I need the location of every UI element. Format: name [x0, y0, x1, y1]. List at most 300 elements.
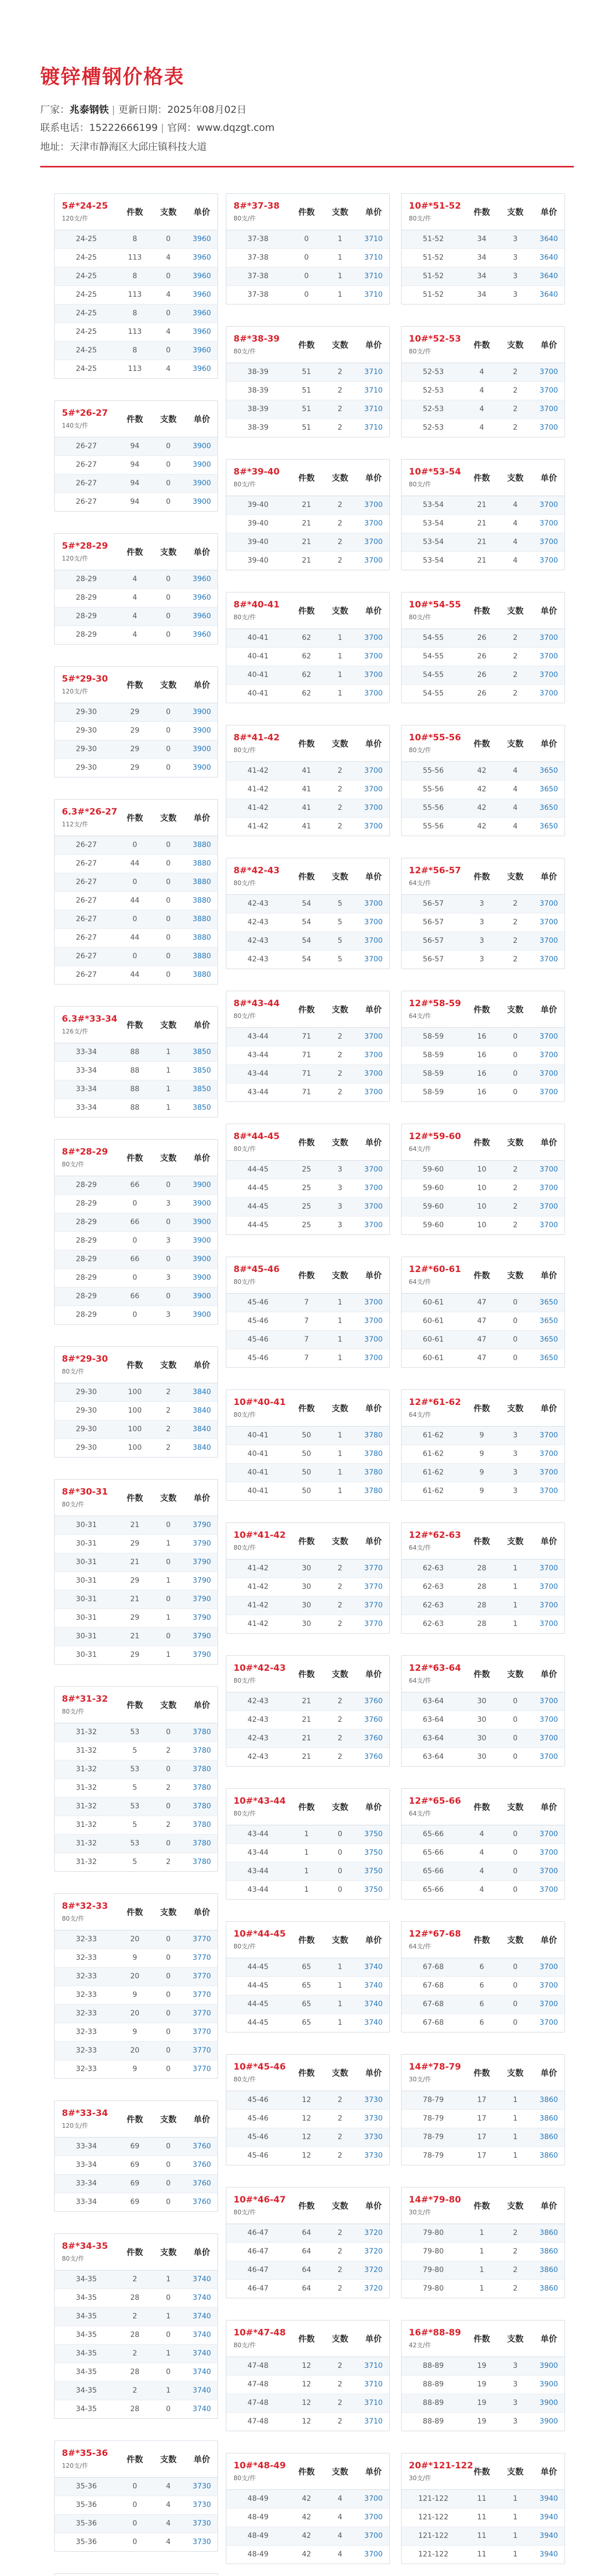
cell-price: 3900 — [185, 1194, 218, 1213]
cell-price: 3860 — [539, 2284, 558, 2293]
cell-qty: 65 — [302, 2019, 311, 2027]
spec-name: 20#*121-122 — [409, 2460, 473, 2471]
table-row — [402, 950, 565, 969]
cell-price: 3760 — [357, 1692, 390, 1710]
header-count: 支数 — [152, 194, 185, 230]
cell-count: 0 — [166, 498, 171, 506]
price-table-grid — [55, 401, 218, 511]
cell-spec: 38-39 — [226, 363, 290, 381]
cell-price: 3700 — [532, 1027, 565, 1046]
table-header-row — [226, 2453, 390, 2489]
table-row — [226, 1216, 390, 1234]
cell-price: 3700 — [364, 689, 383, 698]
website-label: 官网： — [167, 122, 197, 133]
header-price: 单价 — [532, 460, 565, 496]
table-row — [55, 2023, 218, 2041]
table-row — [226, 2527, 390, 2545]
cell-qty: 88 — [130, 1104, 140, 1112]
cell-qty: 16 — [465, 1027, 499, 1046]
spec-unit: 80支/件 — [234, 1544, 256, 1551]
cell-spec: 52-53 — [402, 400, 465, 418]
cell-qty: 71 — [302, 1088, 311, 1097]
header-qty: 件数 — [465, 327, 499, 363]
cell-qty: 9 — [118, 2023, 152, 2041]
table-row — [226, 1179, 390, 1197]
cell-qty: 28 — [118, 2363, 152, 2381]
table-row — [402, 2357, 565, 2375]
cell-count: 2 — [513, 1221, 518, 1230]
table-row — [402, 363, 565, 381]
cell-qty: 16 — [465, 1064, 499, 1083]
table-row — [226, 1995, 390, 2013]
cell-count: 2 — [499, 381, 532, 400]
spec-cell — [226, 194, 290, 230]
phone-number[interactable]: 15222666199 — [89, 122, 158, 133]
cell-spec: 26-27 — [55, 891, 118, 910]
table-row — [226, 647, 390, 666]
cell-qty: 21 — [290, 496, 323, 514]
spec-cell — [402, 2320, 465, 2357]
cell-qty: 17 — [465, 2128, 499, 2146]
cell-qty: 53 — [118, 1760, 152, 1778]
header-price: 单价 — [532, 1922, 565, 1958]
table-header-row — [402, 460, 565, 496]
header-qty: 件数 — [290, 1390, 323, 1426]
header-qty: 件数 — [118, 2101, 152, 2137]
cell-count: 3 — [499, 1445, 532, 1463]
header-count: 支数 — [499, 460, 532, 496]
cell-qty: 0 — [290, 230, 323, 248]
cell-spec: 31-32 — [55, 1760, 118, 1778]
cell-count: 2 — [323, 1729, 357, 1748]
header-qty: 件数 — [465, 725, 499, 761]
header-qty: 件数 — [465, 592, 499, 629]
cell-count: 0 — [338, 1886, 342, 1894]
price-table-grid — [226, 194, 390, 304]
table-row — [402, 1958, 565, 1976]
cell-spec: 44-45 — [226, 1179, 290, 1197]
cell-spec: 34-35 — [55, 2270, 118, 2289]
cell-spec: 44-45 — [226, 1197, 290, 1216]
cell-spec: 45-46 — [226, 2109, 290, 2128]
header-divider — [40, 166, 574, 167]
cell-qty: 88 — [118, 1080, 152, 1098]
header-qty: 件数 — [118, 1140, 152, 1176]
cell-price: 3900 — [192, 1311, 211, 1319]
cell-qty: 66 — [118, 1250, 152, 1268]
table-row — [55, 1176, 218, 1194]
cell-spec: 56-57 — [402, 894, 465, 913]
cell-spec: 26-27 — [55, 873, 118, 891]
cell-count: 1 — [152, 2344, 185, 2363]
cell-spec: 43-44 — [247, 1886, 269, 1894]
spec-name: 10#*46-47 — [234, 2194, 286, 2205]
cell-price: 3740 — [364, 2019, 383, 2027]
cell-qty: 10 — [465, 1179, 499, 1197]
cell-price: 3770 — [357, 1578, 390, 1596]
cell-price: 3790 — [185, 1534, 218, 1553]
cell-qty: 54 — [290, 931, 323, 950]
cell-qty: 51 — [302, 423, 311, 432]
header-count: 支数 — [323, 1656, 357, 1692]
header-qty: 件数 — [290, 2453, 323, 2489]
cell-qty: 29 — [130, 764, 140, 772]
cell-count: 4 — [499, 533, 532, 551]
cell-count: 1 — [152, 1534, 185, 1553]
cell-spec: 51-52 — [402, 230, 465, 248]
table-row — [55, 1194, 218, 1213]
table-row — [226, 1748, 390, 1766]
cell-qty: 21 — [118, 1627, 152, 1646]
table-row — [226, 533, 390, 551]
cell-qty: 41 — [290, 780, 323, 799]
table-row — [402, 1293, 565, 1312]
cell-count: 2 — [338, 822, 342, 831]
cell-price: 3900 — [185, 1176, 218, 1194]
cell-price: 3650 — [532, 1312, 565, 1330]
cell-price: 3710 — [364, 291, 383, 299]
cell-spec: 28-29 — [55, 1250, 118, 1268]
cell-qty: 28 — [465, 1559, 499, 1578]
table-header-row — [55, 2234, 218, 2270]
table-row — [402, 514, 565, 533]
cell-price: 3760 — [185, 2174, 218, 2193]
cell-price: 3740 — [185, 2307, 218, 2326]
cell-spec: 26-27 — [76, 498, 97, 506]
spec-name: 10#*42-43 — [234, 1663, 286, 1673]
cell-count: 0 — [152, 2174, 185, 2193]
price-table — [54, 1006, 218, 1117]
cell-spec: 35-36 — [55, 2514, 118, 2533]
cell-qty: 42 — [290, 2527, 323, 2545]
cell-spec: 28-29 — [55, 1176, 118, 1194]
header-price: 单价 — [357, 2055, 390, 2091]
table-row — [55, 1420, 218, 1438]
cell-count: 1 — [152, 1043, 185, 1061]
cell-spec: 88-89 — [402, 2375, 465, 2394]
cell-spec: 67-68 — [423, 2019, 444, 2027]
cell-price: 3750 — [357, 1843, 390, 1862]
price-table-grid — [226, 1656, 390, 1766]
cell-count: 3 — [513, 1487, 518, 1496]
cell-count: 2 — [323, 780, 357, 799]
cell-count: 4 — [323, 2489, 357, 2508]
cell-price: 3740 — [192, 2405, 211, 2414]
table-row — [402, 496, 565, 514]
cell-count: 0 — [152, 2363, 185, 2381]
price-table-grid — [402, 2320, 565, 2431]
cell-count: 2 — [323, 2357, 357, 2375]
header-price: 单价 — [185, 1894, 218, 1930]
cell-count: 0 — [513, 1753, 518, 1761]
cell-spec: 43-44 — [226, 1046, 290, 1064]
website-link[interactable]: www.dqzgt.com — [196, 122, 275, 133]
header-price: 单价 — [532, 858, 565, 894]
cell-spec: 37-38 — [226, 248, 290, 267]
header-count: 支数 — [323, 327, 357, 363]
cell-qty: 4 — [118, 588, 152, 607]
cell-count: 3 — [499, 230, 532, 248]
cell-qty: 0 — [118, 836, 152, 854]
spec-name: 16#*88-89 — [409, 2327, 461, 2338]
table-row — [402, 1825, 565, 1843]
table-row — [226, 817, 390, 836]
header-price: 单价 — [185, 2441, 218, 2477]
cell-spec: 29-30 — [55, 1401, 118, 1420]
table-column-1 — [54, 193, 218, 2576]
cell-spec: 30-31 — [55, 1608, 118, 1627]
cell-price: 3770 — [364, 1620, 383, 1629]
price-table-grid — [226, 1789, 390, 1899]
cell-count: 4 — [152, 323, 185, 341]
cell-spec: 40-41 — [226, 1426, 290, 1445]
cell-qty: 44 — [130, 971, 140, 979]
cell-spec: 34-35 — [55, 2289, 118, 2307]
cell-spec: 60-61 — [402, 1293, 465, 1312]
price-table — [226, 2320, 390, 2431]
cell-qty: 4 — [465, 1862, 499, 1880]
header-count: 支数 — [152, 2234, 185, 2270]
cell-count: 4 — [152, 2477, 185, 2496]
table-row — [55, 2363, 218, 2381]
cell-spec: 32-33 — [55, 2023, 118, 2041]
cell-spec: 28-29 — [55, 588, 118, 607]
table-row — [402, 1330, 565, 1349]
table-row — [226, 551, 390, 570]
table-header-row — [402, 2453, 565, 2489]
cell-count: 4 — [323, 2508, 357, 2527]
spec-cell — [55, 1140, 118, 1176]
table-row — [55, 2270, 218, 2289]
cell-spec: 39-40 — [226, 533, 290, 551]
cell-qty: 69 — [118, 2174, 152, 2193]
cell-qty: 29 — [118, 740, 152, 758]
cell-spec: 58-59 — [402, 1027, 465, 1046]
table-row — [55, 304, 218, 323]
cell-count: 1 — [338, 1354, 342, 1363]
cell-price: 3710 — [357, 2394, 390, 2412]
cell-count: 2 — [323, 400, 357, 418]
table-row — [402, 2261, 565, 2279]
cell-qty: 30 — [465, 1729, 499, 1748]
cell-count: 1 — [323, 1958, 357, 1976]
cell-qty: 11 — [465, 2489, 499, 2508]
cell-count: 0 — [166, 764, 171, 772]
spec-name: 6.3#*26-27 — [62, 806, 118, 817]
cell-price: 3780 — [185, 1741, 218, 1760]
table-row — [55, 455, 218, 474]
cell-spec: 51-52 — [402, 248, 465, 267]
table-row — [402, 629, 565, 647]
cell-qty: 66 — [118, 1287, 152, 1306]
spec-cell — [402, 2453, 473, 2489]
table-row — [402, 1179, 565, 1197]
spec-name: 8#*37-38 — [234, 200, 280, 211]
spec-cell — [55, 1894, 118, 1930]
spec-unit: 80支/件 — [234, 2208, 256, 2216]
header-qty: 件数 — [290, 194, 323, 230]
header-count: 支数 — [152, 1894, 185, 1930]
cell-spec: 33-34 — [55, 1061, 118, 1080]
cell-count: 2 — [323, 2394, 357, 2412]
price-table — [401, 2453, 565, 2564]
cell-qty: 44 — [118, 891, 152, 910]
cell-price: 3900 — [185, 437, 218, 455]
spec-unit: 80支/件 — [409, 746, 432, 754]
cell-spec: 65-66 — [423, 1886, 444, 1894]
cell-spec: 24-25 — [55, 285, 118, 304]
cell-qty: 21 — [290, 1692, 323, 1710]
cell-price: 3780 — [185, 1723, 218, 1741]
cell-count: 0 — [152, 854, 185, 873]
cell-qty: 4 — [465, 1843, 499, 1862]
header-count: 支数 — [323, 1523, 357, 1559]
table-row — [55, 1760, 218, 1778]
header-price: 单价 — [357, 2320, 390, 2357]
table-row — [226, 2412, 390, 2431]
cell-count: 0 — [323, 1825, 357, 1843]
header-count: 支数 — [499, 2055, 532, 2091]
cell-price: 3700 — [357, 1330, 390, 1349]
cell-price: 3700 — [357, 894, 390, 913]
cell-qty: 65 — [290, 1995, 323, 2013]
cell-count: 0 — [499, 1825, 532, 1843]
cell-qty: 7 — [290, 1312, 323, 1330]
cell-price: 3960 — [185, 323, 218, 341]
cell-price: 3900 — [185, 1287, 218, 1306]
header-price: 单价 — [185, 1007, 218, 1043]
cell-count: 2 — [323, 2242, 357, 2261]
cell-count: 4 — [152, 2514, 185, 2533]
cell-qty: 69 — [130, 2198, 140, 2207]
cell-price: 3700 — [357, 1312, 390, 1330]
cell-price: 3700 — [532, 1825, 565, 1843]
cell-count: 3 — [323, 1179, 357, 1197]
header-price: 单价 — [532, 2188, 565, 2224]
header-count: 支数 — [323, 2453, 357, 2489]
cell-spec: 42-43 — [226, 931, 290, 950]
cell-qty: 21 — [477, 556, 487, 565]
table-row — [402, 2279, 565, 2298]
header-price: 单价 — [357, 194, 390, 230]
table-row — [402, 285, 565, 304]
cell-qty: 42 — [302, 2550, 311, 2559]
spec-unit: 80支/件 — [409, 347, 432, 355]
table-header-row — [402, 1789, 565, 1825]
cell-spec: 65-66 — [402, 1843, 465, 1862]
header-count: 支数 — [499, 1789, 532, 1825]
cell-price: 3740 — [357, 1995, 390, 2013]
cell-count: 2 — [323, 2109, 357, 2128]
cell-spec: 61-62 — [423, 1487, 444, 1496]
cell-qty: 44 — [118, 928, 152, 947]
cell-count: 1 — [152, 2270, 185, 2289]
table-row — [402, 1160, 565, 1179]
cell-qty: 6 — [465, 1976, 499, 1995]
header-count: 支数 — [499, 2320, 532, 2357]
cell-price: 3700 — [364, 556, 383, 565]
cell-price: 3730 — [357, 2128, 390, 2146]
cell-qty: 0 — [118, 1268, 152, 1287]
header-price: 单价 — [185, 534, 218, 570]
table-row — [55, 928, 218, 947]
cell-price: 3760 — [192, 2198, 211, 2207]
cell-count: 5 — [323, 931, 357, 950]
table-row — [402, 647, 565, 666]
cell-count: 2 — [338, 423, 342, 432]
cell-count: 0 — [499, 1027, 532, 1046]
cell-spec: 43-44 — [226, 1027, 290, 1046]
cell-price: 3700 — [357, 2508, 390, 2527]
cell-spec: 88-89 — [402, 2357, 465, 2375]
table-row — [402, 1578, 565, 1596]
header-price: 单价 — [185, 2234, 218, 2270]
price-table — [401, 858, 565, 969]
spec-name: 12#*63-64 — [409, 1663, 461, 1673]
spec-name: 10#*43-44 — [234, 1795, 286, 1806]
cell-price: 3730 — [185, 2514, 218, 2533]
table-row — [226, 629, 390, 647]
header-qty: 件数 — [290, 1789, 323, 1825]
header-qty: 件数 — [118, 667, 152, 703]
header-qty: 件数 — [465, 194, 499, 230]
header-count: 支数 — [152, 800, 185, 836]
spec-name: 12#*67-68 — [409, 1928, 461, 1939]
cell-count: 2 — [152, 1383, 185, 1401]
spec-cell — [55, 401, 118, 437]
cell-spec: 42-43 — [226, 1729, 290, 1748]
table-row — [402, 2489, 565, 2508]
cell-count: 2 — [499, 1197, 532, 1216]
cell-spec: 33-34 — [55, 1043, 118, 1061]
spec-name: 8#*28-29 — [62, 1146, 108, 1157]
cell-qty: 65 — [290, 1958, 323, 1976]
spec-name: 10#*52-53 — [409, 333, 461, 344]
cell-count: 2 — [323, 514, 357, 533]
cell-qty: 4 — [465, 363, 499, 381]
cell-qty: 11 — [477, 2550, 487, 2559]
cell-price: 3700 — [364, 2550, 383, 2559]
cell-qty: 29 — [118, 1608, 152, 1627]
cell-spec: 44-45 — [226, 1976, 290, 1995]
cell-qty: 28 — [477, 1620, 487, 1629]
cell-price: 3880 — [185, 836, 218, 854]
table-row — [402, 1046, 565, 1064]
cell-spec: 26-27 — [55, 854, 118, 873]
cell-qty: 4 — [479, 1886, 484, 1894]
cell-spec: 63-64 — [402, 1729, 465, 1748]
cell-qty: 53 — [118, 1797, 152, 1816]
cell-count: 4 — [152, 285, 185, 304]
header-price: 单价 — [357, 1789, 390, 1825]
table-row — [55, 1306, 218, 1324]
table-row — [55, 1213, 218, 1231]
table-header-row — [402, 2055, 565, 2091]
table-header-row — [55, 1140, 218, 1176]
table-row — [55, 1250, 218, 1268]
spec-name: 5#*29-30 — [62, 673, 108, 684]
header-qty: 件数 — [465, 2055, 499, 2091]
cell-count: 1 — [323, 267, 357, 285]
header-qty: 件数 — [465, 991, 499, 1027]
header-qty: 件数 — [465, 1390, 499, 1426]
cell-price: 3900 — [185, 1268, 218, 1287]
spec-cell — [402, 1257, 465, 1293]
cell-count: 0 — [152, 588, 185, 607]
cell-spec: 26-27 — [55, 910, 118, 928]
cell-qty: 54 — [302, 955, 311, 964]
spec-cell — [402, 991, 465, 1027]
